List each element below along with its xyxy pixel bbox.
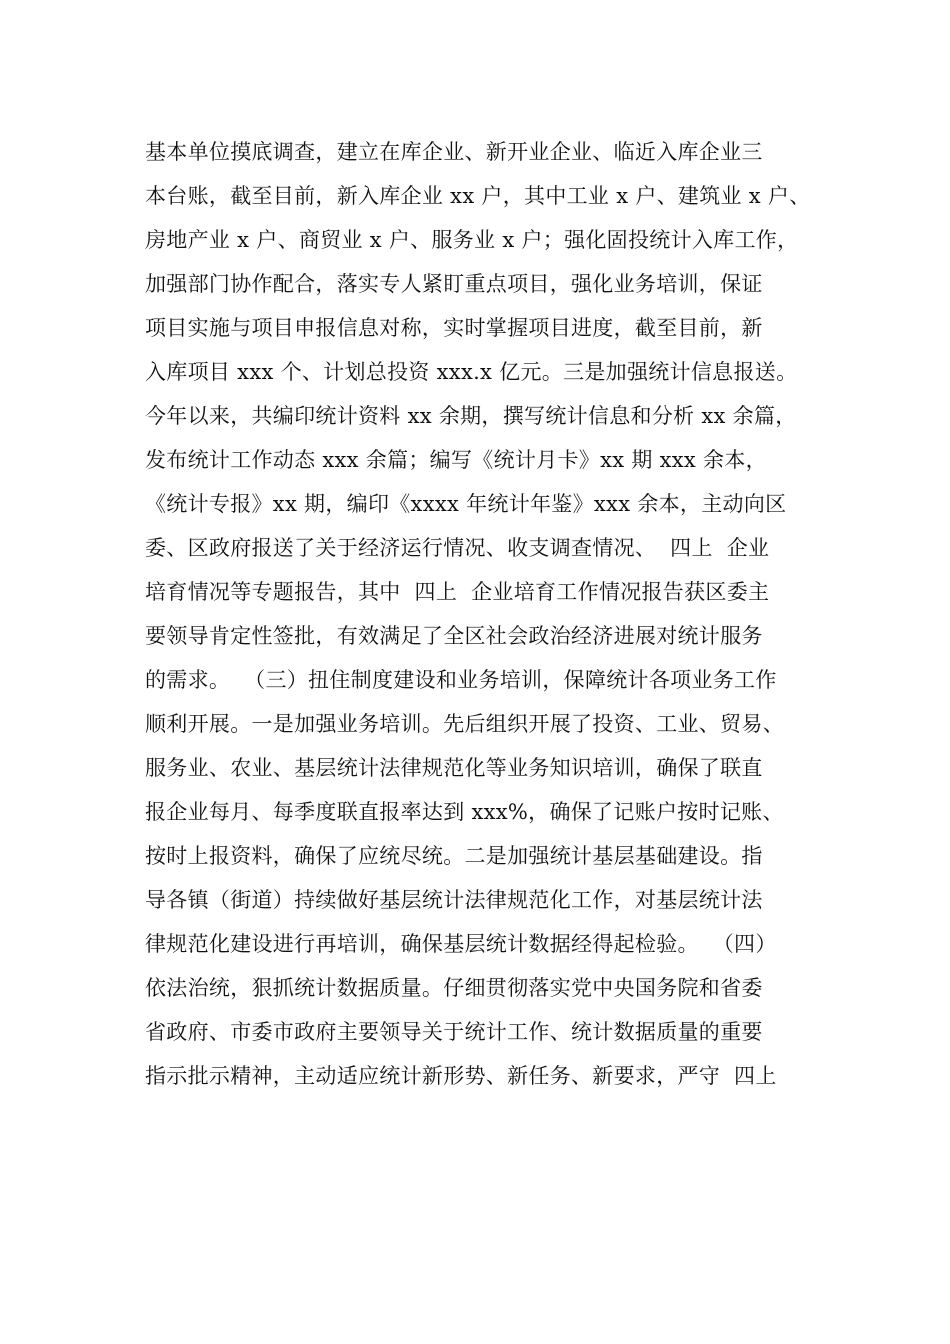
text-line: 今年以来，共编印统计资料 xx 余期，撰写统计信息和分析 xx 余篇， xyxy=(145,404,797,428)
text-line: 发布统计工作动态 xxx 余篇；编写《统计月卡》xx 期 xxx 余本， xyxy=(145,448,767,472)
text-line: 《统计专报》xx 期，编印《xxxx 年统计年鉴》xxx 余本，主动向区 xyxy=(145,492,787,516)
text-line: 房地产业 x 户、商贸业 x 户、服务业 x 户；强化固投统计入库工作， xyxy=(145,228,799,252)
text-line: 要领导肯定性签批，有效满足了全区社会政治经济进展对统计服务 xyxy=(145,624,763,648)
text-line: 基本单位摸底调查，建立在库企业、新开业企业、临近入库企业三 xyxy=(145,140,763,164)
text-line: 服务业、农业、基层统计法律规范化等业务知识培训，确保了联直 xyxy=(145,756,763,780)
text-line: 顺利开展。一是加强业务培训。先后组织开展了投资、工业、贸易、 xyxy=(145,712,784,736)
text-line: 按时上报资料，确保了应统尽统。二是加强统计基层基础建设。指 xyxy=(145,844,763,868)
text-line: 省政府、市委市政府主要领导关于统计工作、统计数据质量的重要 xyxy=(145,1020,763,1044)
text-line: 律规范化建设进行再培训，确保基层统计数据经得起检验。 （四） xyxy=(145,932,777,956)
text-line: 项目实施与项目申报信息对称，实时掌握项目进度，截至目前，新 xyxy=(145,316,763,340)
text-line: 导各镇（街道）持续做好基层统计法律规范化工作，对基层统计法 xyxy=(145,888,763,912)
text-line: 加强部门协作配合，落实专人紧盯重点项目，强化业务培训，保证 xyxy=(145,272,763,296)
body-text xyxy=(145,130,845,1098)
text-line: 报企业每月、每季度联直报率达到 xxx%，确保了记账户按时记账、 xyxy=(145,800,784,824)
text-line: 指示批示精神，主动适应统计新形势、新任务、新要求，严守 四上 xyxy=(145,1064,777,1088)
text-line: 本台账，截至目前，新入库企业 xx 户，其中工业 x 户、建筑业 x 户、 xyxy=(145,184,811,208)
text-line: 委、区政府报送了关于经济运行情况、收支调查情况、 四上 企业 xyxy=(145,536,770,560)
text-line: 依法治统，狠抓统计数据质量。仔细贯彻落实党中央国务院和省委 xyxy=(145,976,763,1000)
text-line: 的需求。 （三）扭住制度建设和业务培训，保障统计各项业务工作 xyxy=(145,668,777,692)
text-line: 入库项目 xxx 个、计划总投资 xxx.x 亿元。三是加强统计信息报送。 xyxy=(145,360,798,384)
text-line: 培育情况等专题报告，其中 四上 企业培育工作情况报告获区委主 xyxy=(145,580,770,604)
